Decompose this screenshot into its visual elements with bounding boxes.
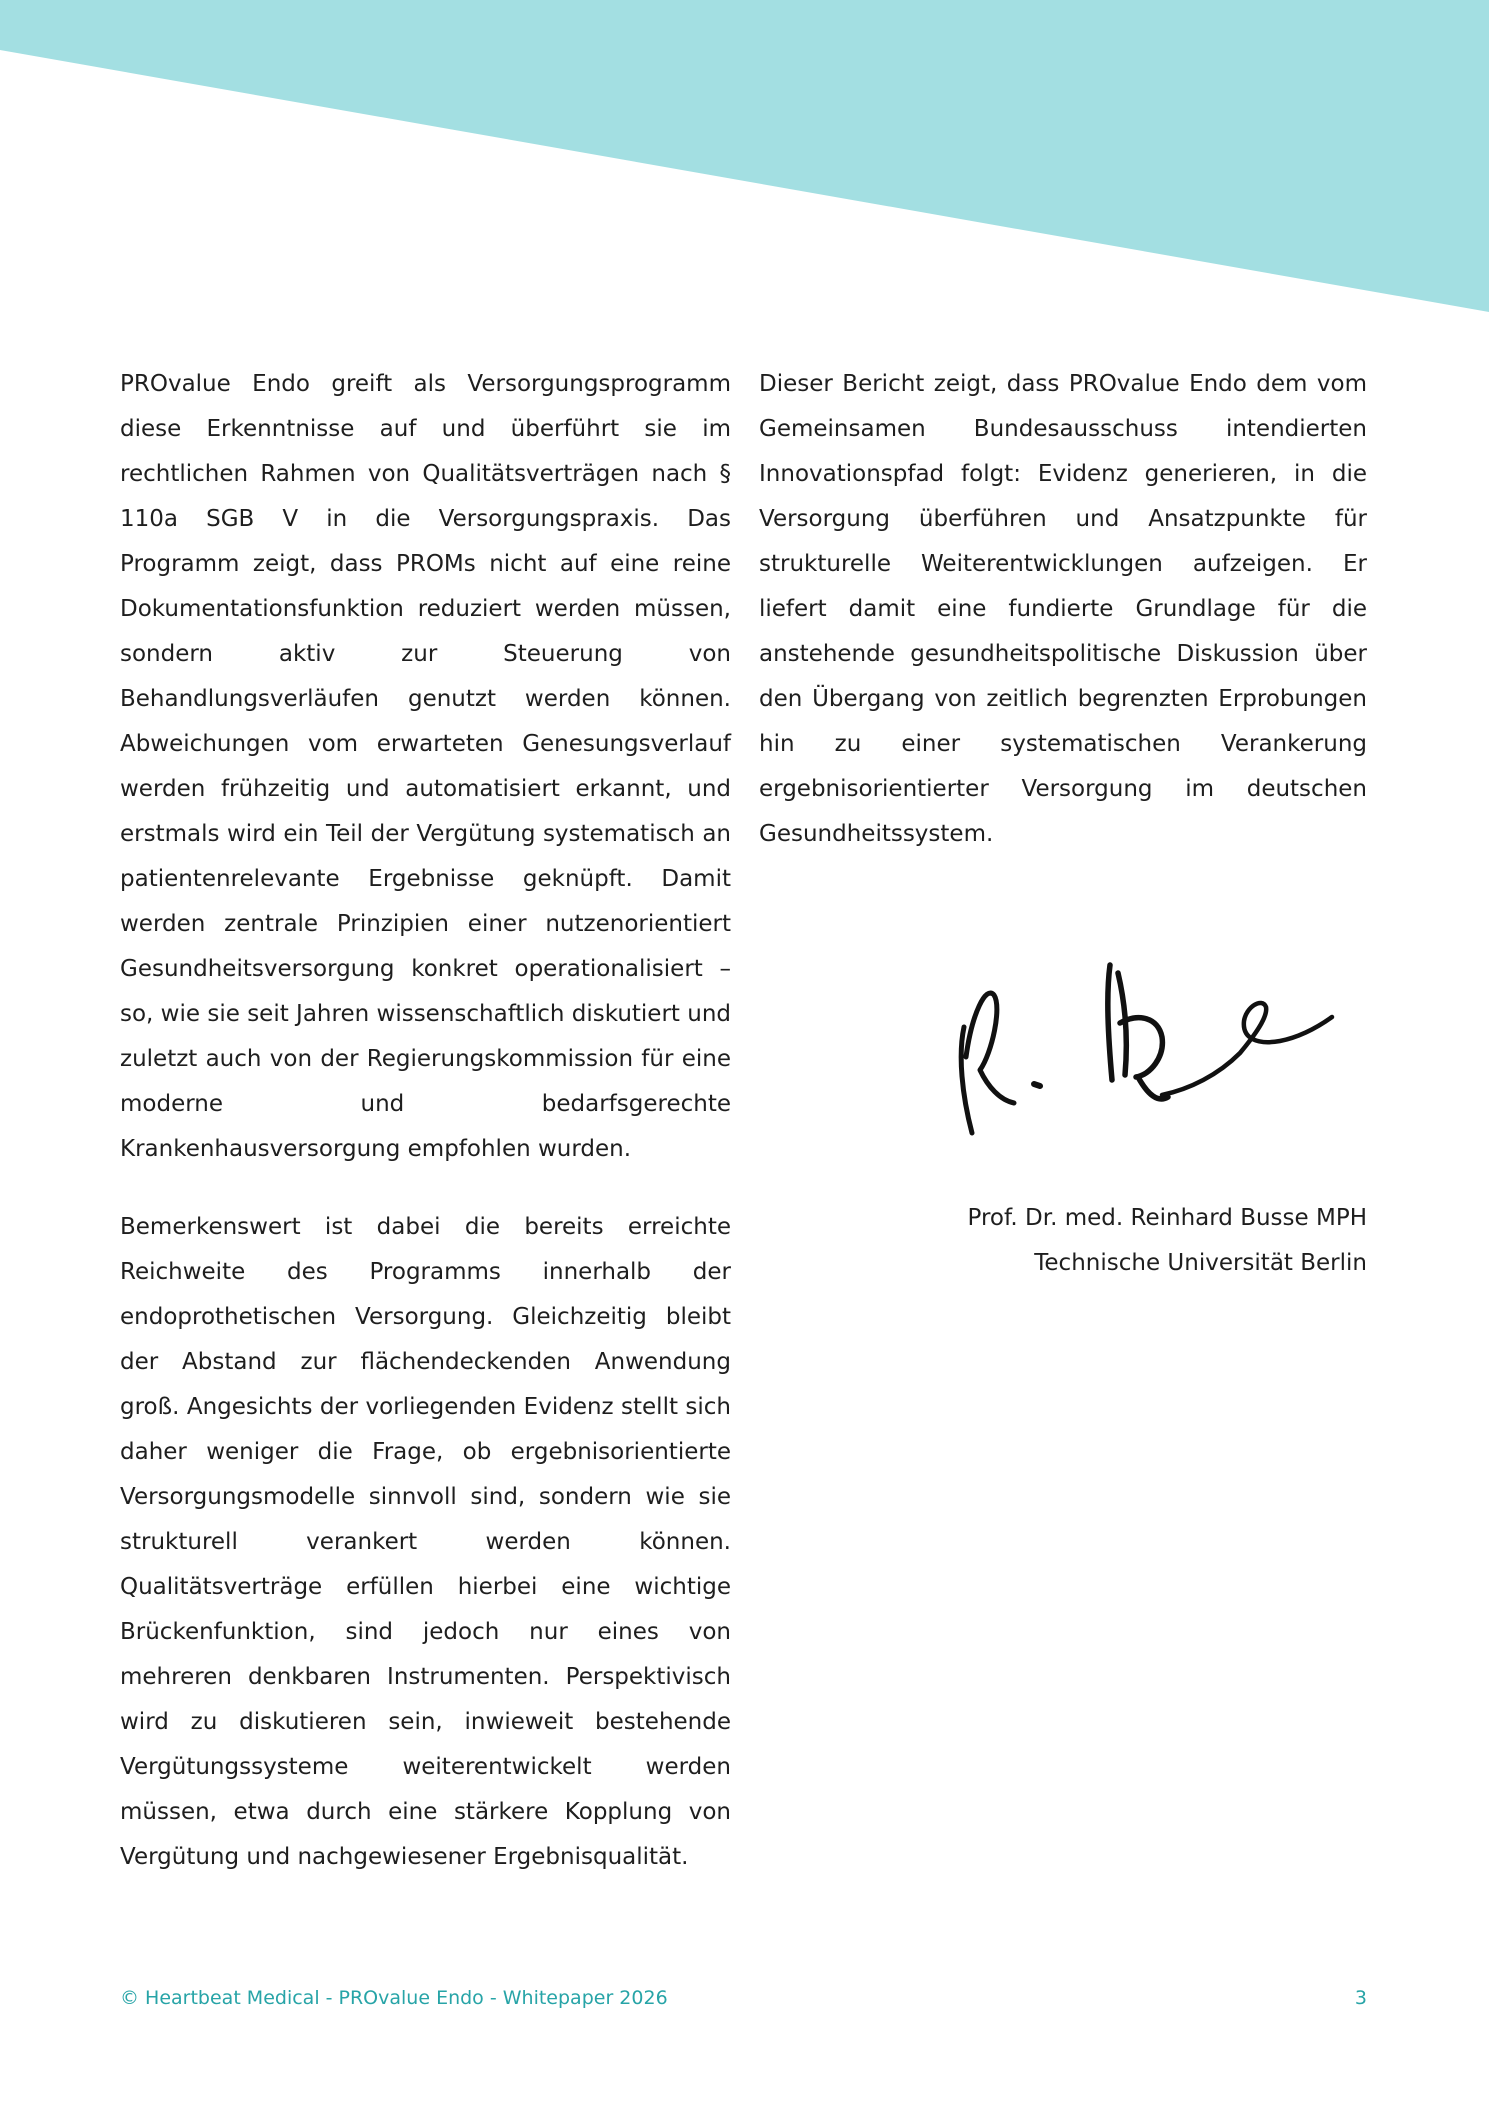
header-banner — [0, 0, 1489, 320]
banner-stripe — [0, 0, 1489, 312]
body-paragraph-3: Dieser Bericht zeigt, dass PROvalue Endo dem vom Gemeinsamen Bundesausschuss intendierten Innovationspfad folgt: Evidenz generieren, in die Versorgung überführen und Ansatzpunkte für strukturelle Weiterentwicklungen aufzeigen. Er liefert damit eine fundierte Grundlage für die anstehende gesundheitspolitische Diskussion über den Übergang von zeitlich begrenzten Erprobungen hin zu einer systematischen Verankerung ergebnisorientierter Versorgung im deutschen Gesundheitssystem. — [759, 371, 1367, 847]
body-paragraph-1: PROvalue Endo greift als Versorgungsprogramm diese Erkenntnisse auf und überführt sie im rechtlichen Rahmen von Qualitätsverträgen nach § 110a SGB V in die Versorgungspraxis. Das Programm zeigt, dass PROMs nicht auf eine reine Dokumentationsfunktion reduziert werden müssen, sondern aktiv zur Steuerung von Behandlungsverläufen genutzt werden können. Abweichungen vom erwarteten Genesungsverlauf werden frühzeitig und automatisiert erkannt, und erstmals wird ein Teil der Vergütung systematisch an patientenrelevante Ergebnisse geknüpft. Damit werden zentrale Prinzipien einer nutzenorientiert Gesundheitsversorgung konkret operationalisiert – so, wie sie seit Jahren wissenschaftlich diskutiert und zuletzt auch von der Regierungskommission für eine moderne und bedarfsgerechte Krankenhausversorgung empfohlen wurden. — [120, 371, 731, 1162]
signature-stroke-b — [1108, 965, 1168, 1099]
signature-stroke-r — [961, 993, 1014, 1133]
footer-copyright: © Heartbeat Medical - PROvalue Endo - Whitepaper 2026 — [120, 1987, 668, 2009]
signature-stroke-tail — [1162, 1003, 1332, 1095]
signatory-affiliation: Technische Universität Berlin — [1034, 1250, 1367, 1276]
right-column — [759, 362, 1367, 857]
signatory-name: Prof. Dr. med. Reinhard Busse MPH — [967, 1205, 1367, 1231]
signature-dot — [1034, 1084, 1040, 1086]
left-column — [120, 362, 731, 1880]
body-paragraph-2: Bemerkenswert ist dabei die bereits erreichte Reichweite des Programms innerhalb der endoprothetischen Versorgung. Gleichzeitig bleibt der Abstand zur flächendeckenden Anwendung groß. Angesichts der vorliegenden Evidenz stellt sich daher weniger die Frage, ob ergebnisorientierte Versorgungsmodelle sinnvoll sind, sondern wie sie strukturell verankert werden können. Qualitätsverträge erfüllen hierbei eine wichtige Brückenfunktion, sind jedoch nur eines von mehreren denkbaren Instrumenten. Perspektivisch wird zu diskutieren sein, inwieweit bestehende Vergütungssysteme weiterentwickelt werden müssen, etwa durch eine stärkere Kopplung von Vergütung und nachgewiesener Ergebnisqualität. — [120, 1214, 731, 1870]
handwritten-signature — [950, 945, 1340, 1145]
page-number: 3 — [1354, 1987, 1367, 2009]
